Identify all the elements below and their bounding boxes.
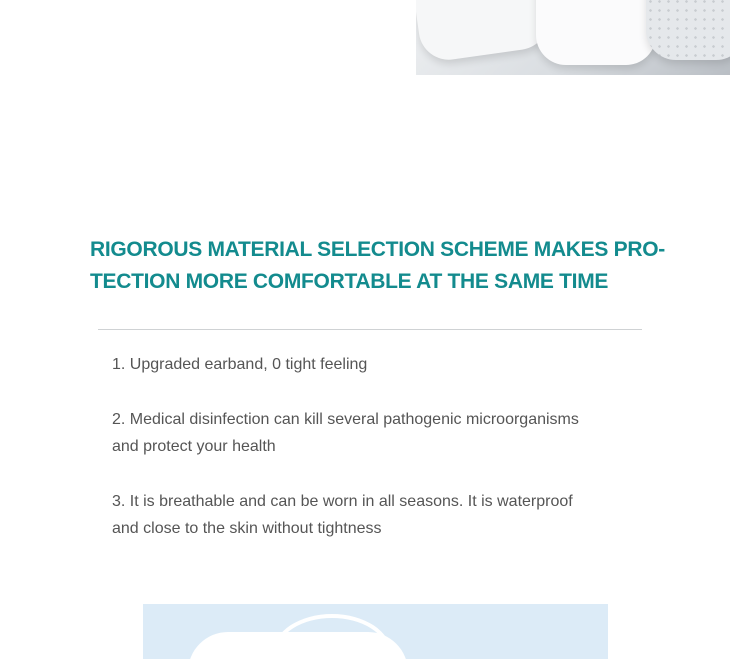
feature-item-disinfection <box>112 406 672 460</box>
divider-line <box>98 329 642 330</box>
mask-shape <box>188 632 408 659</box>
feature-text: 1. Upgraded earband, 0 tight feeling <box>112 356 368 373</box>
feature-text: and protect your health <box>112 438 276 455</box>
feature-list <box>112 351 672 570</box>
mask-fold-middle <box>536 0 656 65</box>
section-heading-line-1: RIGOROUS MATERIAL SELECTION SCHEME MAKES PRO- <box>90 238 665 261</box>
feature-text: 2. Medical disinfection can kill several pathogenic microorganisms <box>112 411 579 428</box>
feature-item-earband <box>112 351 672 378</box>
product-photo-mask-earloop <box>143 604 608 659</box>
section-heading <box>90 234 690 298</box>
feature-item-breathable <box>112 488 672 542</box>
product-photo-mask-closeup <box>416 0 730 75</box>
feature-text: and close to the skin without tightness <box>112 520 382 537</box>
section-heading-line-2: TECTION MORE COMFORTABLE AT THE SAME TIME <box>90 270 609 293</box>
mask-fold-left <box>416 0 552 64</box>
mask-fold-right-perforated <box>646 0 730 60</box>
feature-text: 3. It is breathable and can be worn in all seasons. It is waterproof <box>112 493 573 510</box>
